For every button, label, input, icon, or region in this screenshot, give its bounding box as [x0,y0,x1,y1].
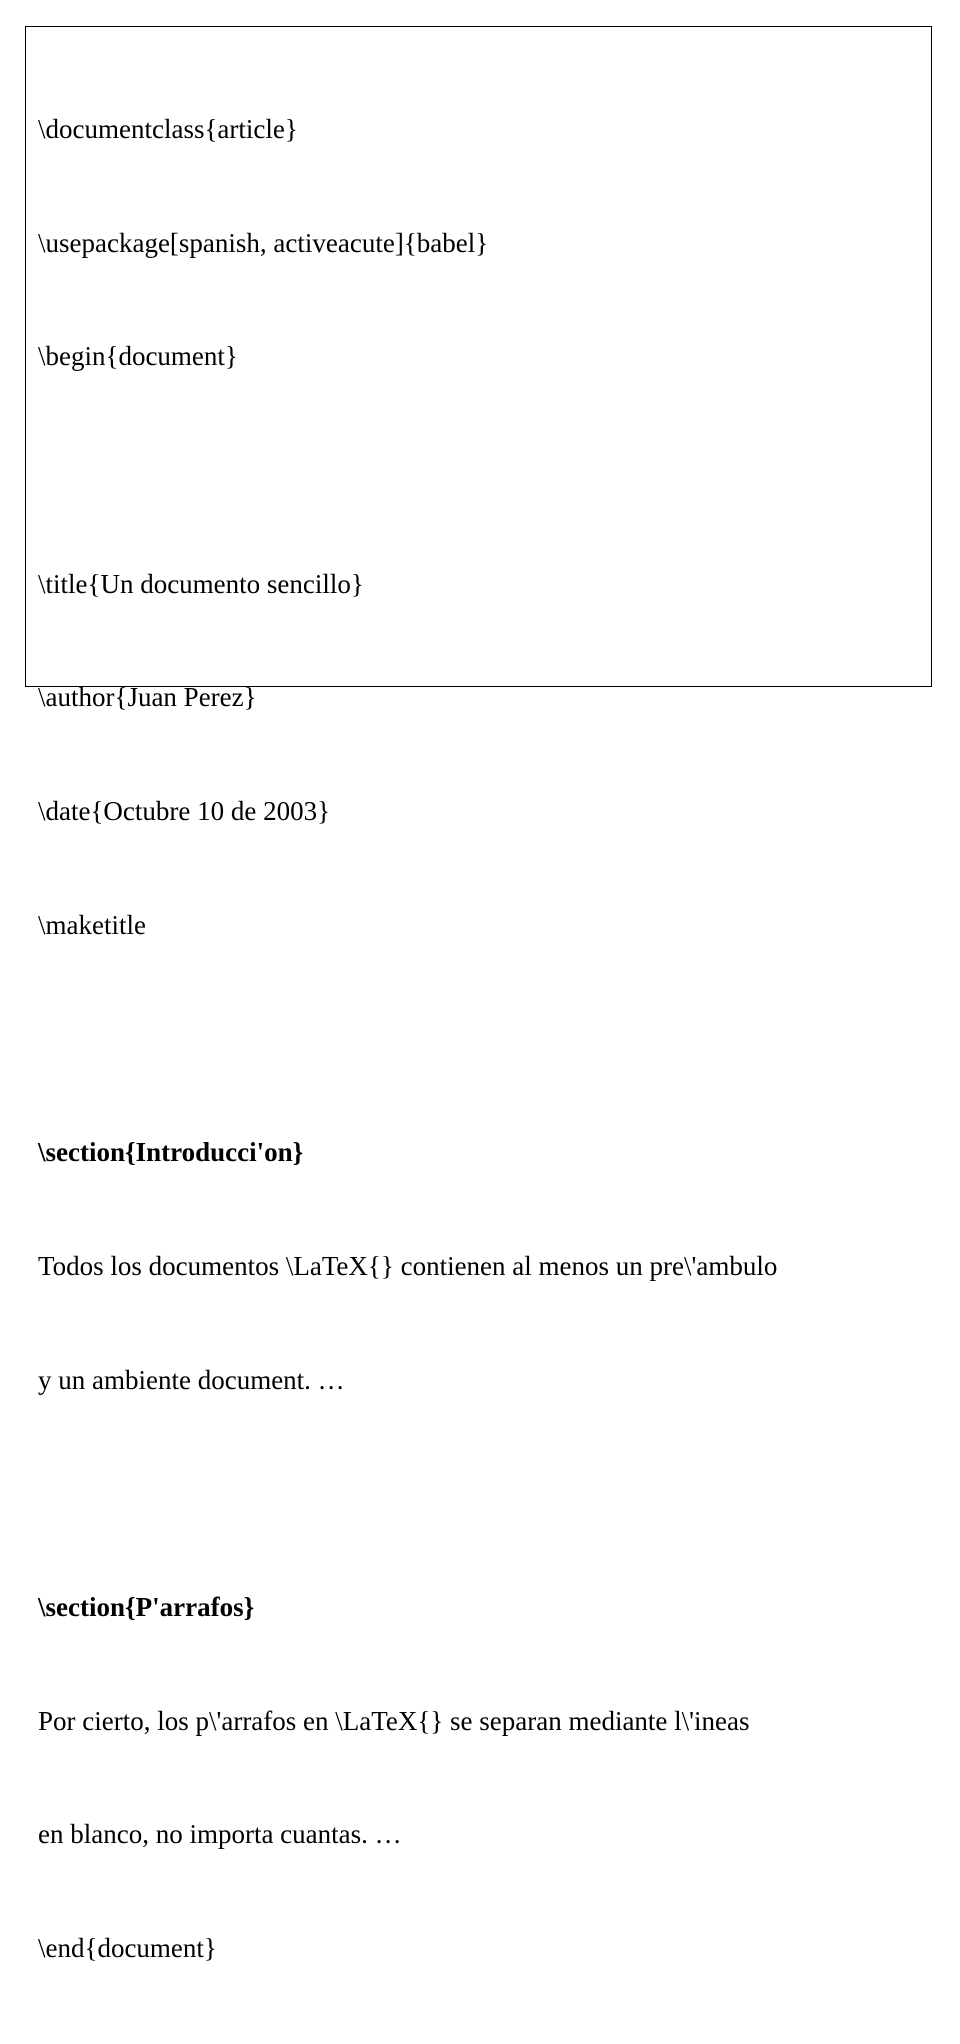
section-heading-line: \section{P'arrafos} [38,1591,255,1622]
blank-line [38,1475,777,1513]
section-heading-line: \section{Introducci'on} [38,1137,304,1168]
code-line: \usepackage[spanish, activeacute]{babel} [38,227,489,258]
code-line: Por cierto, los p\'arrafos en \LaTeX{} se separan mediante l\'ineas [38,1705,750,1736]
code-line: \title{Un documento sencillo} [38,568,364,599]
code-line: \maketitle [38,909,146,940]
code-line: \end{document} [38,1933,217,1964]
blank-line [38,452,777,490]
code-line: \documentclass{article} [38,113,298,144]
code-line: \date{Octubre 10 de 2003} [38,796,331,827]
code-line: \begin{document} [38,341,238,372]
latex-source-box [25,26,932,1964]
code-line: \author{Juan Perez} [38,682,257,713]
latex-source-code [38,35,777,2044]
blank-line [38,1020,777,1058]
code-line: en blanco, no importa cuantas. … [38,1819,402,1850]
code-line: Todos los documentos \LaTeX{} contienen al menos un pre\'ambulo [38,1250,778,1281]
code-line: y un ambiente document. … [38,1364,345,1395]
